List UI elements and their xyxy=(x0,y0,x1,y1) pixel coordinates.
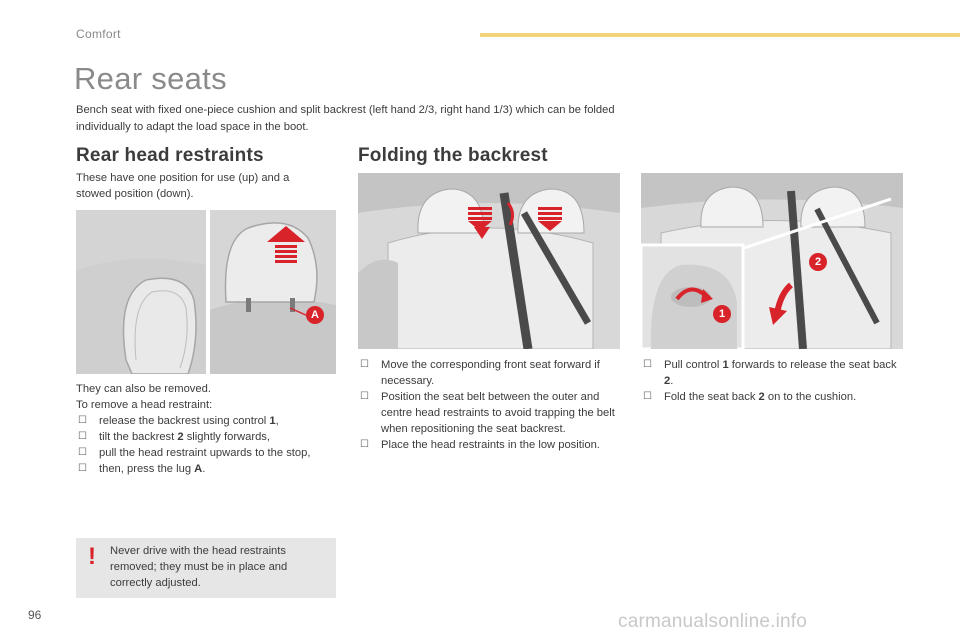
checkbox-bullet-icon: ☐ xyxy=(643,359,652,370)
list-item: ☐ release the backrest using control 1, xyxy=(78,415,279,427)
checkbox-bullet-icon: ☐ xyxy=(360,439,369,450)
intro-paragraph: Bench seat with fixed one-piece cushion and split backrest (left hand 2/3, right hand 1/3) which can be folded individually to adapt the load space in the boot. xyxy=(76,104,615,133)
list-item: ☐ tilt the backrest 2 slightly forwards, xyxy=(78,431,271,443)
head-restraints-heading: Rear head restraints xyxy=(76,145,264,166)
removal-instructions xyxy=(76,381,346,477)
folding-steps-left xyxy=(358,357,618,453)
list-item: ☐ Position the seat belt between the outer and centre head restraints to avoid trapping the belt when repositioning the seat backrest. xyxy=(360,391,615,435)
list-item: ☐ Place the head restraints in the low position. xyxy=(360,439,600,451)
seatback-2-marker: 2 xyxy=(809,253,827,271)
folding-illustration-belt xyxy=(358,173,620,349)
warning-box xyxy=(76,538,336,598)
rear-bench-drawing xyxy=(358,173,620,349)
list-item: ☐ then, press the lug A. xyxy=(78,463,206,475)
warning-text: Never drive with the head restraints removed; they must be in place and correctly adjusted. xyxy=(110,545,288,589)
checkbox-bullet-icon: ☐ xyxy=(78,431,87,442)
checkbox-bullet-icon: ☐ xyxy=(643,391,652,402)
checkbox-bullet-icon: ☐ xyxy=(360,359,369,370)
page-title: Rear seats xyxy=(74,61,227,96)
checkbox-bullet-icon: ☐ xyxy=(360,391,369,402)
list-item: ☐ pull the head restraint upwards to the stop, xyxy=(78,447,311,459)
header-accent-bar xyxy=(480,33,960,37)
checkbox-bullet-icon: ☐ xyxy=(78,447,87,458)
list-item: ☐ Pull control 1 forwards to release the seat back 2. xyxy=(643,359,897,387)
watermark: carmanualsonline.info xyxy=(618,611,808,632)
head-restraint-drawing xyxy=(76,210,336,374)
checkbox-bullet-icon: ☐ xyxy=(78,415,87,426)
lug-a-marker: A xyxy=(306,306,324,324)
control-1-marker: 1 xyxy=(713,305,731,323)
section-label: Comfort xyxy=(76,27,121,41)
head-restraints-text: These have one position for use (up) and a stowed position (down). xyxy=(76,172,290,200)
removal-steps xyxy=(76,413,346,477)
removal-line: They can also be removed. xyxy=(76,383,211,395)
folding-steps-right xyxy=(641,357,903,405)
seat-release-drawing xyxy=(641,173,903,349)
list-item: ☐ Move the corresponding front seat forward if necessary. xyxy=(360,359,600,387)
folding-illustration-release xyxy=(641,173,903,349)
warning-icon: ! xyxy=(88,543,96,570)
removal-line: To remove a head restraint: xyxy=(76,399,213,411)
page-number: 96 xyxy=(28,608,42,622)
head-restraint-illustration xyxy=(76,210,336,374)
folding-heading: Folding the backrest xyxy=(358,145,548,166)
list-item: ☐ Fold the seat back 2 on to the cushion. xyxy=(643,391,857,403)
checkbox-bullet-icon: ☐ xyxy=(78,463,87,474)
